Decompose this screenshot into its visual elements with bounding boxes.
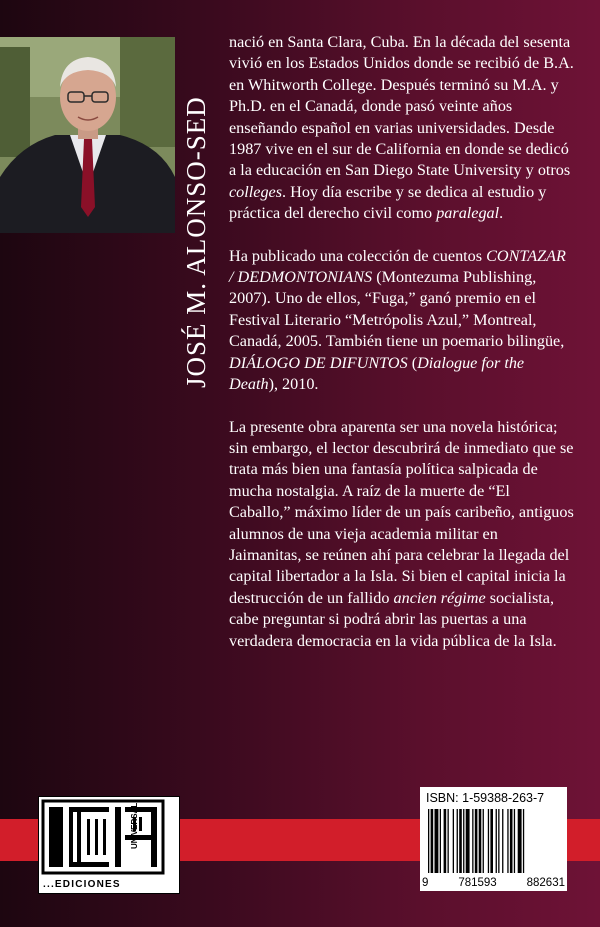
barcode-bar [453,809,454,873]
barcode-bar [463,809,464,873]
text-run: ( [407,353,418,372]
publisher-logo-side-text: UNIVERSAL [129,802,139,849]
text-run: . Hoy día escribe y se dedica al estudio y práctica del derecho civil como [229,182,547,223]
barcode-bar [523,809,524,873]
italic-text-run: colleges [229,182,283,201]
barcode-bar [507,809,508,873]
barcode-bar [490,809,493,873]
author-name-vertical: JOSÉ M. ALONSO-SED [181,96,211,388]
text-run: Ha publicado una colección de cuentos [229,246,487,265]
barcode-bar [440,809,441,873]
barcode-image [428,809,559,873]
barcode-bar [428,809,429,873]
back-cover-text [229,32,574,652]
text-run: ), 2010. [268,375,319,394]
barcode-bar [498,809,499,873]
text-run: La presente obra aparenta ser una novela histórica; sin embargo, el lector descubrirá de inmediato que se trata más bien una fantasía política salpicada de mucha nostalgia. A raíz de la muerte de “El Caballo,” máximo líder de un país caribeño, antiguos alumnos de una vieja academia militar en Jaimanitas, se reúnen ahí para celebrar la llegada del capital libertador a la Isla. Si bien el capital inicia la destrucción de un fallido [229,417,574,607]
author-portrait-image [0,37,175,233]
barcode-bar [479,809,482,873]
barcode-bar [483,809,484,873]
barcode-bar [496,809,497,873]
text-run: nació en Santa Clara, Cuba. En la década del sesenta vivió en los Estados Unidos donde se recibió de B.A. en Whitworth College. Después terminó su M.A. y Ph.D. en el Canadá, donde pasó veinte años enseñando español en varias universidades. Desde 1987 vive en el sur de California en donde se dedicó a la educación en San Diego State University y otros [229,33,574,180]
isbn-digit-group: 781593 [458,877,497,889]
italic-text-run: paralegal [436,204,500,223]
barcode-bar [466,809,470,873]
isbn-digit-group: 882631 [526,877,565,889]
barcode-bar [459,809,462,873]
barcode-bar [510,809,513,873]
text-run: (Montezuma Publishing, 2007). Uno de ellos, “Fuga,” ganó premio en el Festival Literario “Metrópolis Azul,” Montreal, Canadá, 2005. También tiene un poemario bilingüe, [229,268,565,351]
barcode-bar [457,809,458,873]
italic-text-run: Dialogue for the Death [229,353,525,394]
italic-text-run: ancien régime [393,588,486,607]
publisher-logo-text: ...EDICIONES [43,879,121,890]
barcode-bar [435,809,439,873]
barcode-bar [514,809,515,873]
italic-text-run: DIÁLOGO DE DIFUNTOS [229,353,408,372]
publisher-logo [38,796,180,894]
author-photo [0,37,175,233]
isbn-barcode-box [420,787,567,891]
isbn-digits [422,877,565,889]
isbn-label: ISBN: 1-59388-263-7 [426,791,545,805]
isbn-digit-group: 9 [422,877,429,889]
barcode-bar [431,809,434,873]
barcode-bar [518,809,522,873]
text-run: . [499,204,504,223]
barcode-bar [475,809,478,873]
barcode-bar [488,809,489,873]
publications-paragraph [229,246,574,396]
barcode-bar [444,809,447,873]
barcode-bar [448,809,449,873]
text-run: socialista, cabe preguntar si podrá abrir las puertas a una verdadera democracia en la vida pública de la Isla. [229,588,557,650]
barcode-bar [472,809,473,873]
synopsis-paragraph [229,417,574,652]
italic-text-run: CONTAZAR / DEDMONTONIANS [229,246,566,287]
biography-paragraph [229,32,574,225]
barcode-bar [502,809,503,873]
